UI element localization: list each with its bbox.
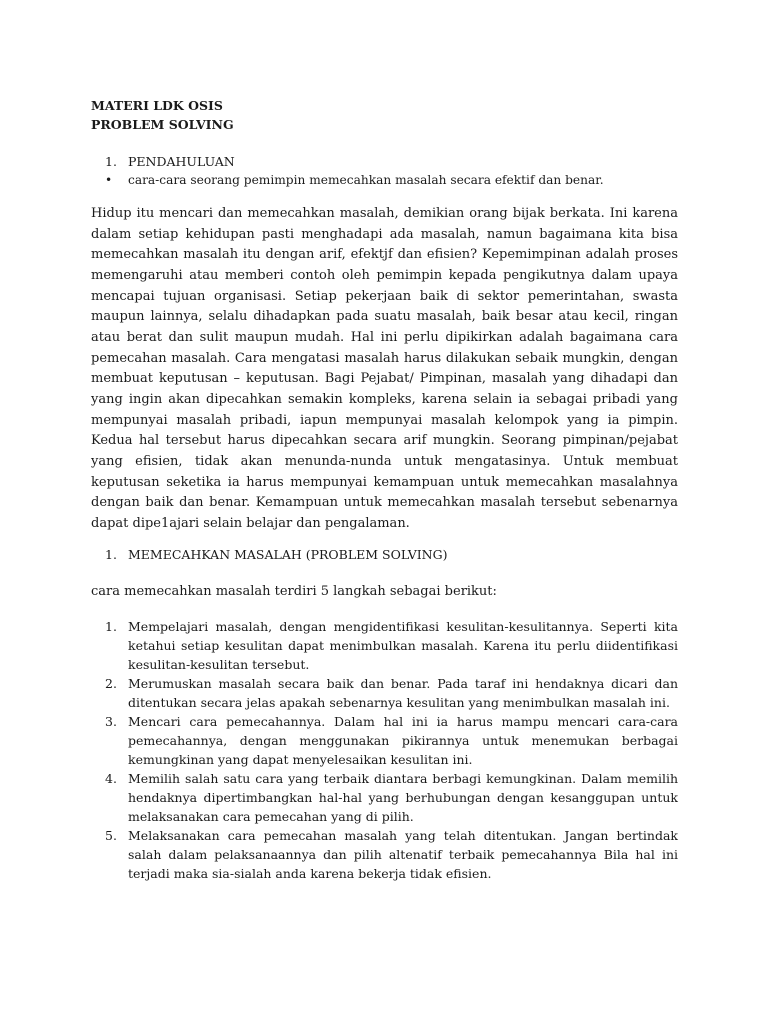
step-item [105,769,678,826]
step-item [105,712,678,769]
step-item [105,617,678,674]
section-heading-text: MEMECAHKAN MASALAH (PROBLEM SOLVING) [128,547,448,562]
steps-list [105,617,678,883]
steps-intro: cara memecahkan masalah terdiri 5 langkah sebagai berikut: [91,584,497,599]
bullet-icon: • [105,173,113,187]
step-text: Memilih salah satu cara yang terbaik diantara berbagi kemungkinan. Dalam memilih hendaknya dipertimbangkan hal-hal yang berhubungan dengan kesanggupan untuk melaksanakan cara pemecahan yang di pilih. [128,771,678,824]
step-text: Melaksanakan cara pemecahan masalah yang telah ditentukan. Jangan bertindak salah dalam pelaksanaannya dan pilih altenatif terbaik pemecahannya Bila hal ini terjadi maka sia-sialah anda karena bekerja tidak efisien. [128,828,678,881]
body-paragraph: Hidup itu mencari dan memecahkan masalah, demikian orang bijak berkata. Ini karena dalam setiap kehidupan pasti menghadapi ada masalah, namun bagaimana kita bisa memecahkan masalah itu dengan arif, efektjf dan efisien? Kepemimpinan adalah proses memengaruhi atau memberi contoh oleh pemimpin kepada pengikutnya dalam upaya mencapai tujuan organisasi. Setiap pekerjaan baik di sektor pemerintahan, swasta maupun lainnya, selalu dihadapkan pada suatu masalah, baik besar atau kecil, ringan atau berat dan sulit maupun mudah. Hal ini perlu dipikirkan adalah bagaimana cara pemecahan masalah. Cara mengatasi masalah harus dilakukan sebaik mungkin, dengan membuat keputusan – keputusan. Bagi Pejabat/ Pimpinan, masalah yang dihadapi dan yang ingin akan dipecahkan semakin kompleks, karena selain ia sebagai pribadi yang mempunyai masalah pribadi, iapun mempunyai masalah kelompok yang ia pimpin. Kedua hal tersebut harus dipecahkan secara arif mungkin. Seorang pimpinan/pejabat yang efisien, tidak akan menunda-nunda untuk mengatasinya. Untuk membuat keputusan seketika ia harus mempunyai kemampuan untuk memecahkan masalahnya dengan baik dan benar. Kemampuan untuk memecahkan masalah tersebut sebenarnya dapat dipe1ajari selain belajar dan pengalaman. [91,206,678,531]
step-number: 2. [105,676,117,691]
section-number: 1. [105,547,117,562]
section-heading-problem-solving [105,545,447,564]
bullet-text: cara-cara seorang pemimpin memecahkan masalah secara efektif dan benar. [128,173,604,187]
title-line-2: PROBLEM SOLVING [91,117,234,132]
step-text: Merumuskan masalah secara baik dan benar. Pada taraf ini hendaknya dicari dan ditentukan secara jelas apakah sebenarnya kesulitan yang menimbulkan masalah ini. [128,676,678,710]
step-number: 5. [105,828,117,843]
step-item [105,674,678,712]
step-number: 4. [105,771,117,786]
step-text: Mencari cara pemecahannya. Dalam hal ini ia harus mampu mencari cara-cara pemecahannya, dengan menggunakan pikirannya untuk menemukan berbagai kemungkinan yang dapat menyelesaikan kesulitan ini. [128,714,678,767]
bullet-item [105,171,604,190]
section-number: 1. [105,154,117,169]
document-title [91,96,234,134]
section-heading-pendahuluan [105,152,235,171]
step-number: 3. [105,714,117,729]
step-item [105,826,678,883]
step-text: Mempelajari masalah, dengan mengidentifikasi kesulitan-kesulitannya. Seperti kita ketahui setiap kesulitan dapat menimbulkan masalah. Karena itu perlu diidentifikasi kesulitan-kesulitan tersebut. [128,619,678,672]
section-heading-text: PENDAHULUAN [128,154,235,169]
title-line-1: MATERI LDK OSIS [91,98,223,113]
step-number: 1. [105,619,117,634]
